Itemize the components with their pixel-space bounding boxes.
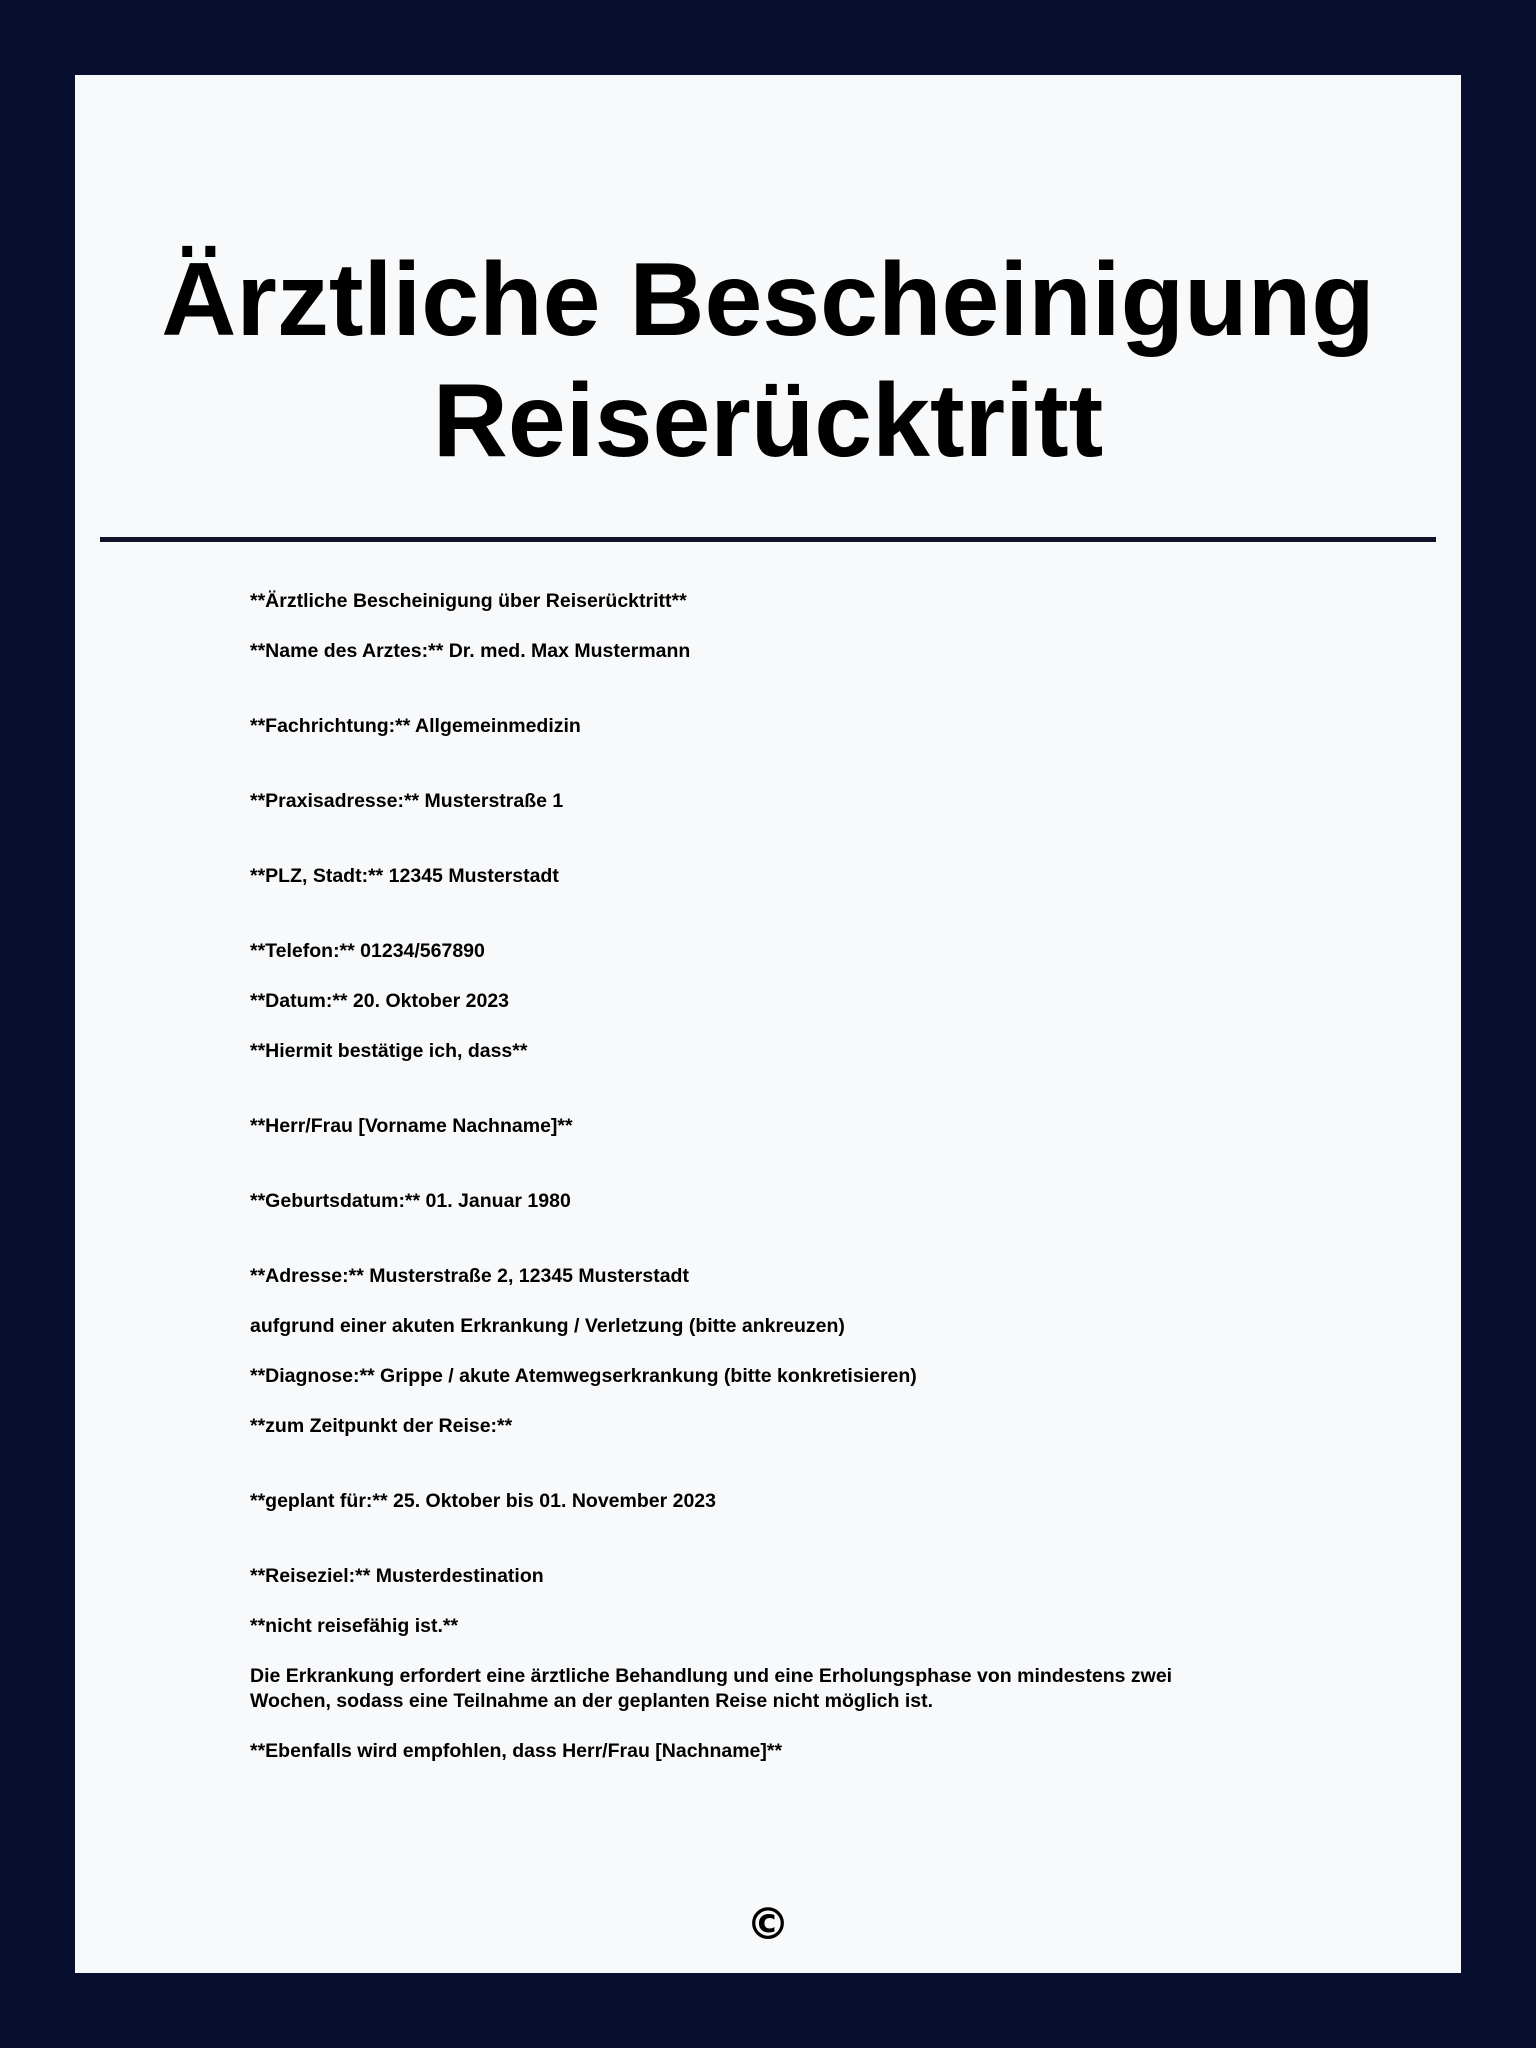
reason-line: aufgrund einer akuten Erkrankung / Verletzung (bitte ankreuzen)	[250, 1315, 845, 1337]
specialty-line: **Fachrichtung:** Allgemeinmedizin	[250, 715, 581, 737]
explanation-paragraph: Die Erkrankung erfordert eine ärztliche Behandlung und eine Erholungsphase von mindestens zwei Wochen, sodass eine Teilnahme an der geplanten Reise nicht möglich ist.	[250, 1665, 1173, 1712]
planned-dates-line: **geplant für:** 25. Oktober bis 01. November 2023	[250, 1490, 717, 1512]
diagnosis-line: **Diagnose:** Grippe / akute Atemwegserkrankung (bitte konkretisieren)	[250, 1365, 917, 1387]
recommendation-line: **Ebenfalls wird empfohlen, dass Herr/Frau [Nachname]**	[250, 1740, 783, 1762]
document-title-line-1: Ärztliche Bescheinigung	[161, 242, 1375, 358]
document-page	[75, 75, 1461, 1973]
birthdate-line: **Geburtsdatum:** 01. Januar 1980	[250, 1190, 571, 1212]
document-title	[75, 240, 1461, 482]
patient-name-line: **Herr/Frau [Vorname Nachname]**	[250, 1115, 573, 1137]
patient-address-line: **Adresse:** Musterstraße 2, 12345 Musterstadt	[250, 1265, 689, 1287]
certificate-heading-line: **Ärztliche Bescheinigung über Reiserücktritt**	[250, 590, 687, 612]
title-divider	[100, 537, 1436, 542]
unfit-to-travel-line: **nicht reisefähig ist.**	[250, 1615, 459, 1637]
date-line: **Datum:** 20. Oktober 2023	[250, 990, 510, 1012]
postal-city-line: **PLZ, Stadt:** 12345 Musterstadt	[250, 865, 559, 887]
doctor-name-line: **Name des Arztes:** Dr. med. Max Mustermann	[250, 640, 691, 662]
travel-time-line: **zum Zeitpunkt der Reise:**	[250, 1415, 513, 1437]
confirmation-line: **Hiermit bestätige ich, dass**	[250, 1040, 528, 1062]
destination-line: **Reiseziel:** Musterdestination	[250, 1565, 544, 1587]
copyright-icon: ©	[746, 1899, 790, 1950]
document-title-line-2: Reiserücktritt	[432, 363, 1104, 479]
phone-line: **Telefon:** 01234/567890	[250, 940, 485, 962]
practice-address-line: **Praxisadresse:** Musterstraße 1	[250, 790, 564, 812]
